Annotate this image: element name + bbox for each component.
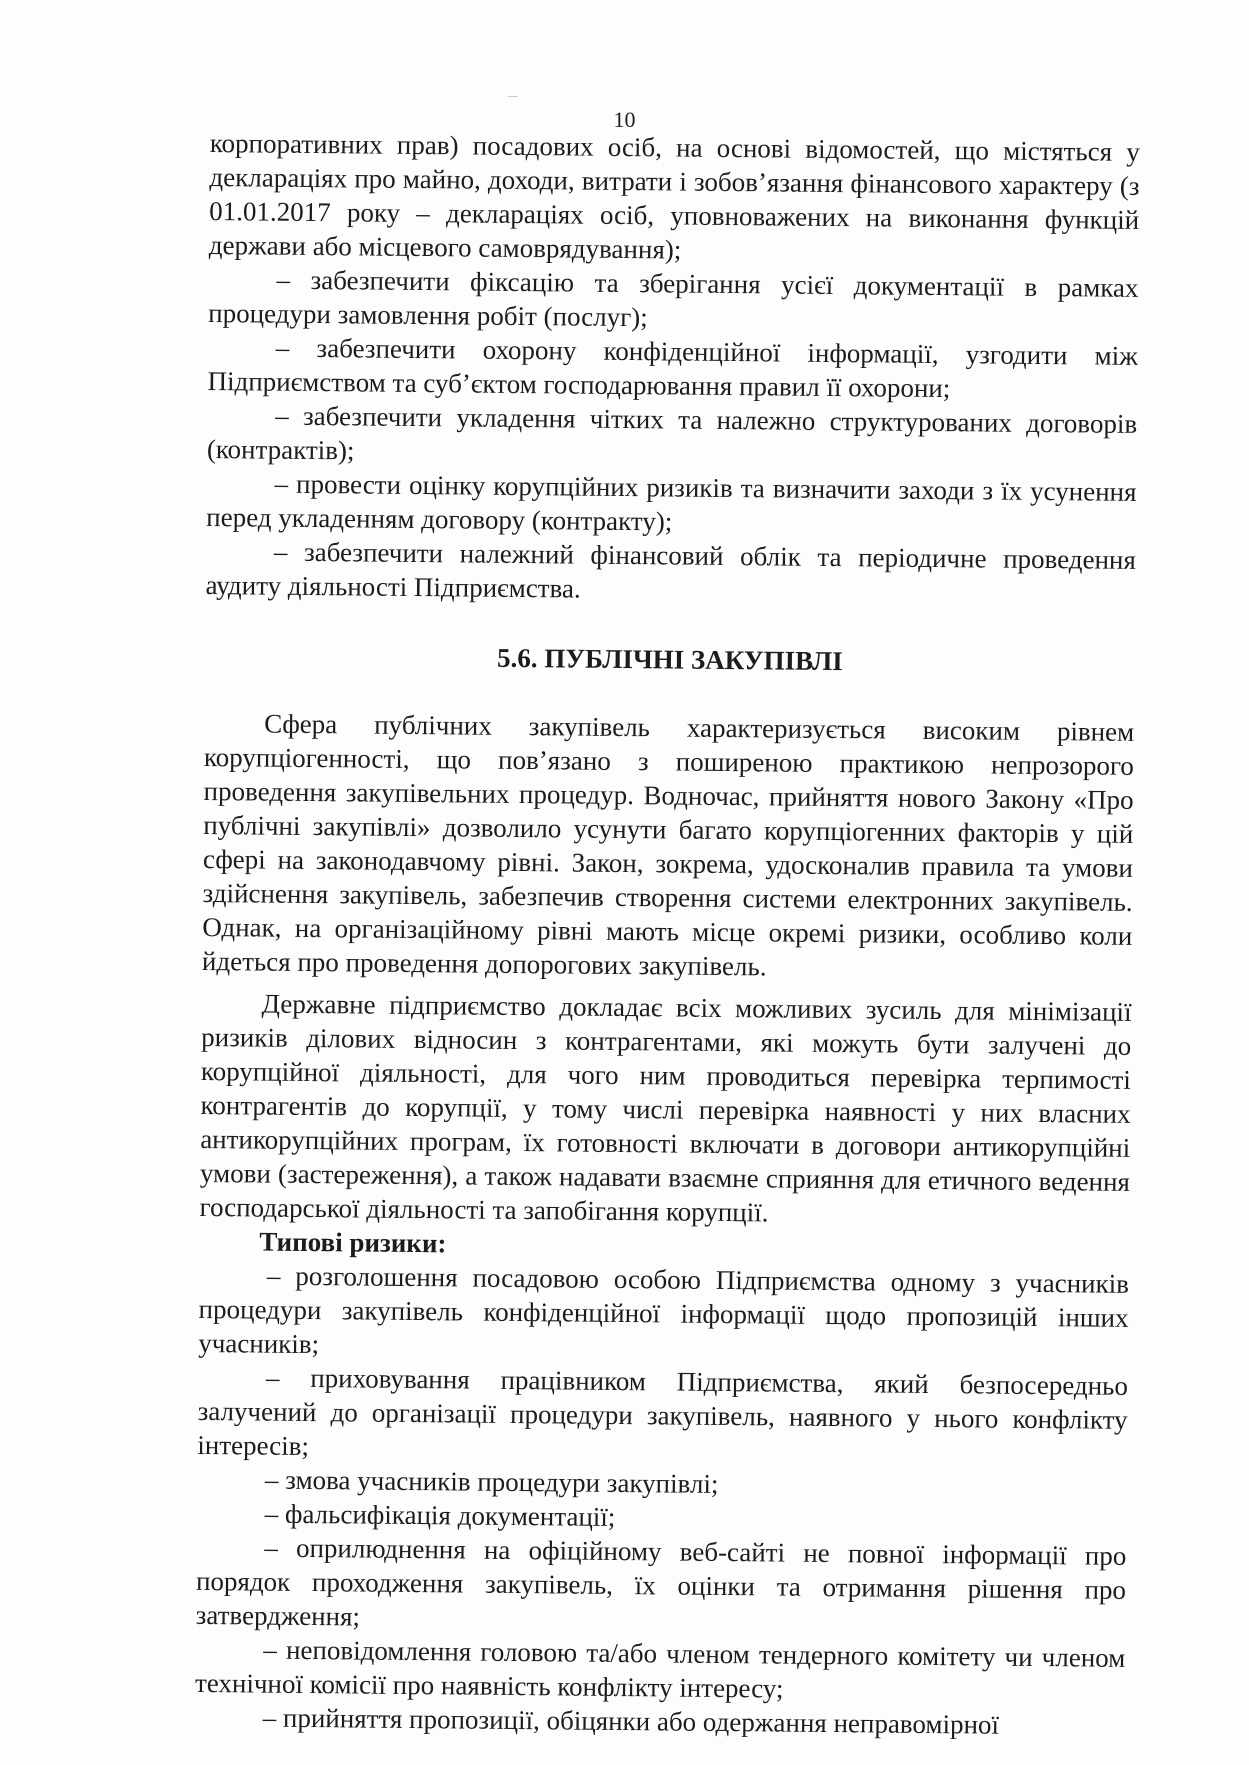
risk-item: – приховування працівником Підприємства, який безпосередньо залучений до організації процедури закупівель, наявного у нього конфлікту інтересів; [197,1362,1129,1462]
risk-item: – фальсифікація документації; [264,1498,616,1532]
risk-item: – змова учасників процедури закупівлі; [264,1464,719,1499]
intro-item: – забезпечити належний фінансовий облік та періодичне проведення аудиту діяльності Підприємства. [205,536,1137,604]
intro-item: – провести оцінку корупційних ризиків та визначити заходи з їх усунення перед укладенням договору (контракту); [206,468,1137,537]
risk-item: – неповідомлення головою та/або членом тендерного комітету чи членом технічної комісії про наявність конфлікту інтересу; [194,1634,1126,1704]
risk-item: – прийняття пропозиції, обіцянки або одержання неправомірної [262,1702,1000,1740]
risk-item: – розголошення посадовою особою Підприємства одному з учасників процедури закупівель конфіденційної інформації щодо пропозицій інших учасників; [198,1260,1130,1360]
risks-heading: Типові ризики: [259,1226,447,1259]
risk-item: – оприлюднення на офіційному веб-сайті не повної інформації про порядок проходження закупівель, їх оцінки та отримання рішення про затвердження; [195,1532,1127,1632]
intro-item: – забезпечити укладення чітких та належно структурованих договорів (контрактів); [206,400,1138,466]
section-paragraph: Державне підприємство докладає всіх можливих зусиль для мінімізації ризиків ділових відносин з контрагентами, які можуть бути залучені до корупційної діяльності, для чого ним проводиться перевірка терпимості контрагентів до корупції, у тому числі перевірка наявності у них власних антикорупційних програм, їх готовності включати в договори антикорупційні умови (застереження), а також надавати взаємне сприяння для етичного ведення господарської діяльності та запобігання корупції. [199,988,1132,1228]
document-body [195,126,1140,1743]
page-number: 10 [613,107,636,132]
scan-artifact [508,96,518,103]
intro-item: – забезпечити охорону конфіденційної інформації, узгодити між Підприємством та суб’єктом господарювання правил її охорони; [207,332,1138,404]
intro-continuation: корпоративних прав) посадових осіб, на основі відомостей, що містяться у деклараціях про майно, доходи, витрати і зобов’язання фінансового характеру (з 01.01.2017 року – деклараціях осіб, уповноважених на виконання функцій держави або місцевого самоврядування); [208,127,1140,265]
section-paragraph: Сфера публічних закупівель характеризується високим рівнем корупціогенності, що пов’язано з поширеною практикою непрозорого проведення закупівельних процедур. Водночас, прийняття нового Закону «Про публічні закупівлі» дозволило усунути багато корупціогенних факторів у цій сфері на законодавчому рівні. Закон, зокрема, удосконалив правила та умови здійснення закупівель, забезпечив створення системи електронних закупівель. Однак, на організаційному рівні мають місце окремі ризики, особливо коли йдеться про проведення допорогових закупівель. [201,708,1135,982]
intro-item: – забезпечити фіксацію та зберігання усієї документації в рамках процедури замовлення робіт (послуг); [208,264,1139,333]
section-title: 5.6. ПУБЛІЧНІ ЗАКУПІВЛІ [496,642,843,677]
